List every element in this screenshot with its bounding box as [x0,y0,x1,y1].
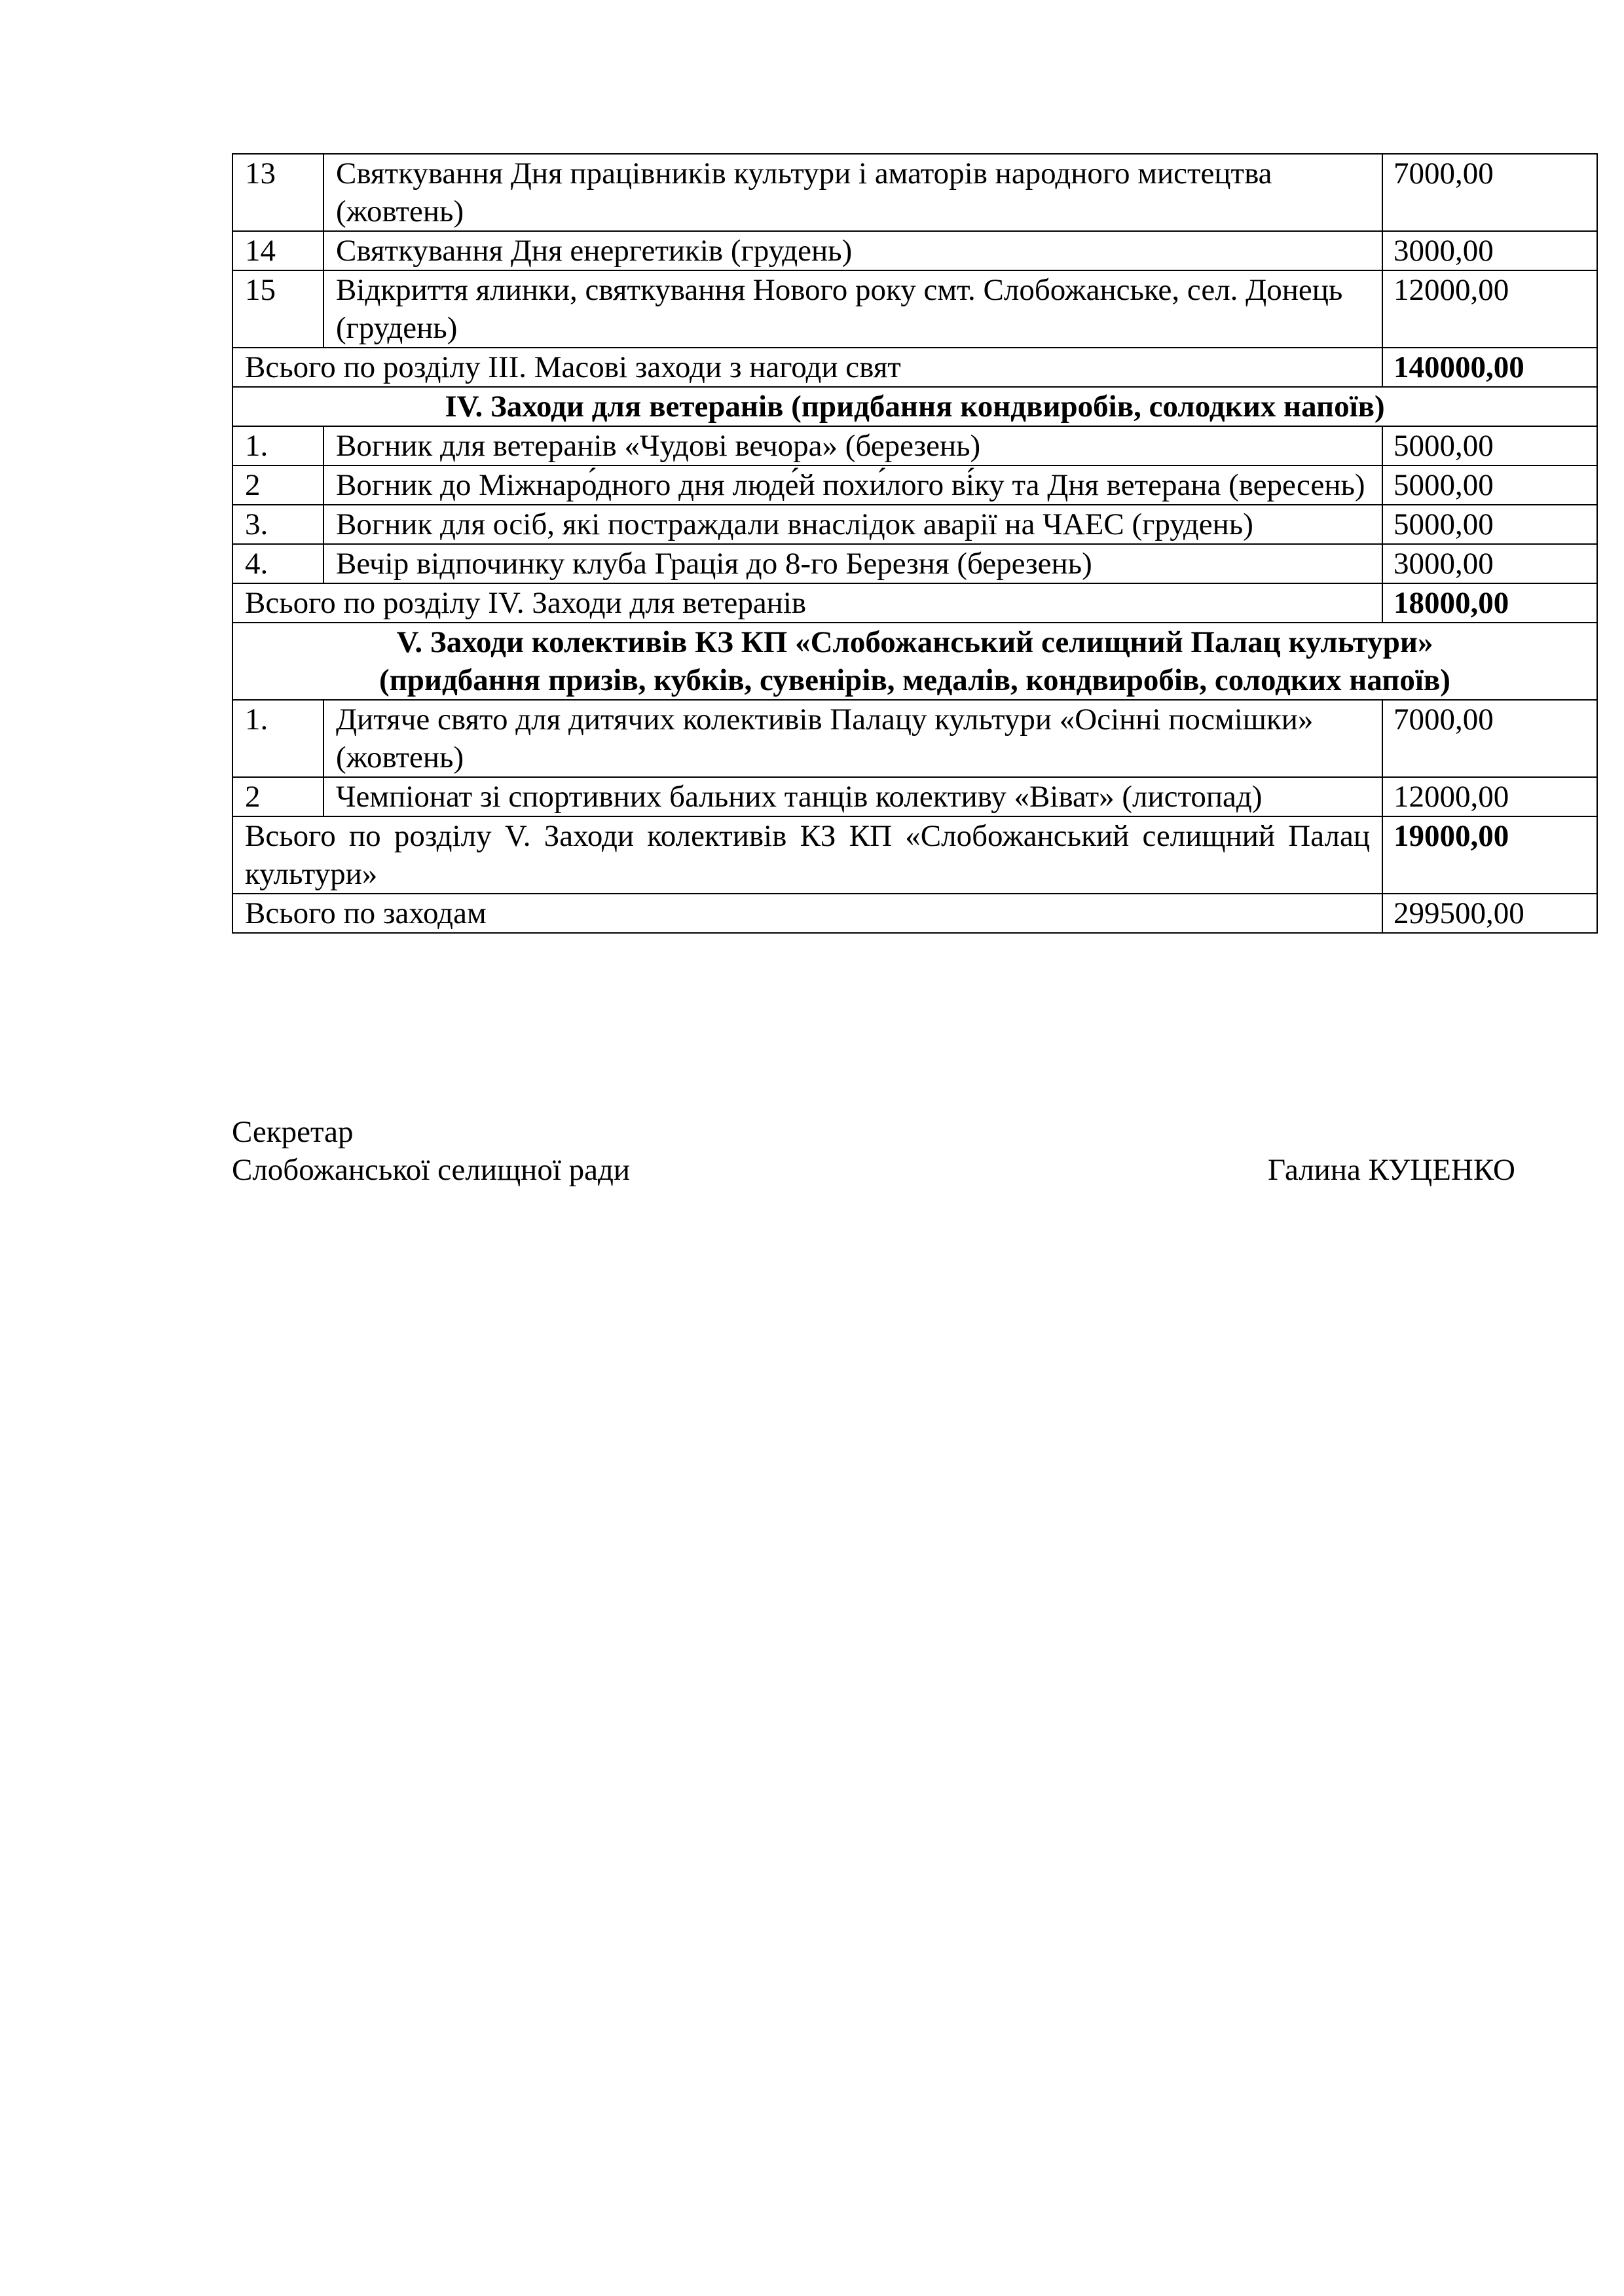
table-row [232,544,1597,583]
section-total-label: Всього по розділу V. Заходи колективів КЗ КП «Слобожанський селищний Палац культури» [232,816,1382,894]
row-description: Вогник для осіб, які постраждали внаслідок аварії на ЧАЕС (грудень) [323,505,1382,544]
row-description: Святкування Дня енергетиків (грудень) [323,231,1382,270]
row-description: Чемпіонат зі спортивних бальних танців колективу «Віват» (листопад) [323,777,1382,816]
table-row [232,505,1597,544]
section-header-line: (придбання призів, кубків, сувенірів, медалів, кондвиробів, солодких напоїв) [379,663,1450,697]
section-total-amount: 140000,00 [1382,348,1597,387]
row-amount: 5000,00 [1382,426,1597,465]
row-amount: 3000,00 [1382,544,1597,583]
row-description: Вечір відпочинку клуба Грація до 8-го Березня (березень) [323,544,1382,583]
signature-block [232,1113,1515,1189]
row-number: 4. [232,544,323,583]
grand-total-label: Всього по заходам [232,894,1382,933]
section-total-amount: 18000,00 [1382,583,1597,623]
row-amount: 3000,00 [1382,231,1597,270]
row-number: 3. [232,505,323,544]
row-amount: 7000,00 [1382,154,1597,231]
table-row [232,777,1597,816]
section-header-row [232,387,1597,426]
section-total-label: Всього по розділу ІІІ. Масові заходи з нагоди свят [232,348,1382,387]
table-row [232,154,1597,231]
row-number: 1. [232,426,323,465]
grand-total-amount: 299500,00 [1382,894,1597,933]
signatory-name: Галина КУЦЕНКО [1267,1153,1515,1187]
row-amount: 5000,00 [1382,465,1597,505]
signatory-title: Секретар [232,1115,354,1149]
row-amount: 12000,00 [1382,270,1597,348]
row-amount: 12000,00 [1382,777,1597,816]
table-row [232,700,1597,777]
section-header [232,623,1597,700]
row-description: Святкування Дня працівників культури і аматорів народного мистецтва (жовтень) [323,154,1382,231]
row-amount: 7000,00 [1382,700,1597,777]
section-total-row [232,583,1597,623]
table-row [232,465,1597,505]
row-description: Вогник для ветеранів «Чудові вечора» (березень) [323,426,1382,465]
row-number: 15 [232,270,323,348]
row-number: 2 [232,465,323,505]
row-number: 13 [232,154,323,231]
section-total-row [232,348,1597,387]
row-number: 1. [232,700,323,777]
section-header: ІV. Заходи для ветеранів (придбання кондвиробів, солодких напоїв) [232,387,1597,426]
table-row [232,231,1597,270]
signatory-organization: Слобожанської селищної ради [232,1153,631,1187]
budget-table [232,153,1598,934]
signature-row [232,1151,1515,1189]
row-amount: 5000,00 [1382,505,1597,544]
grand-total-row [232,894,1597,933]
row-description: Дитяче свято для дитячих колективів Палацу культури «Осінні посмішки» (жовтень) [323,700,1382,777]
row-number: 14 [232,231,323,270]
table-row [232,426,1597,465]
row-description: Відкриття ялинки, святкування Нового року смт. Слобожанське, сел. Донець (грудень) [323,270,1382,348]
row-number: 2 [232,777,323,816]
section-total-row [232,816,1597,894]
section-total-amount: 19000,00 [1382,816,1597,894]
row-description: Вогник до Міжнаро́дного дня люде́й похи́лого ві́ку та Дня ветерана (вересень) [323,465,1382,505]
section-header-row [232,623,1597,700]
table-row [232,270,1597,348]
section-total-label: Всього по розділу ІV. Заходи для ветеранів [232,583,1382,623]
section-header-line: V. Заходи колективів КЗ КП «Слобожанський селищний Палац культури» [396,625,1433,659]
